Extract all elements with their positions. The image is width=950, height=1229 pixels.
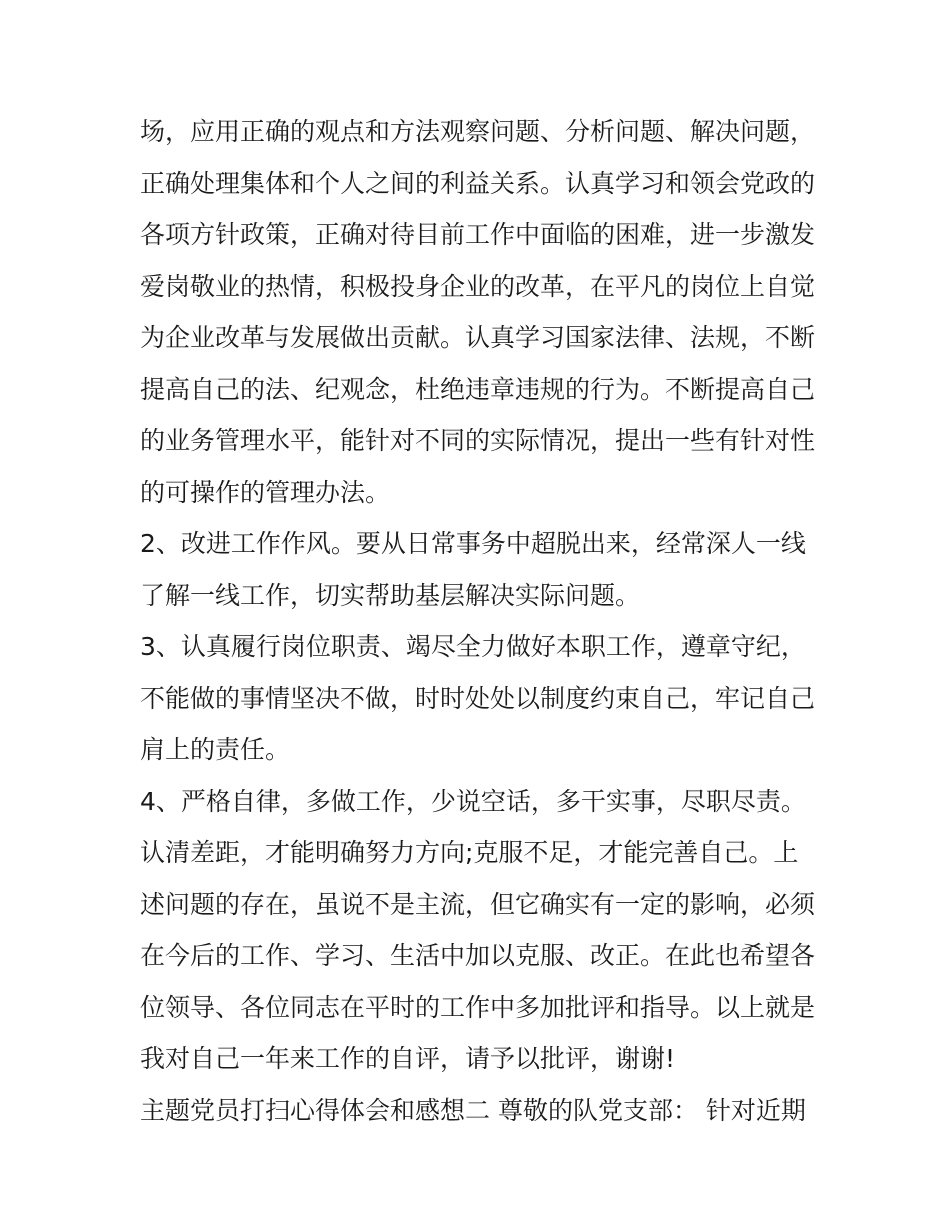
- text-line: 认清差距，才能明确努力方向;克服不足，才能完善自己。上: [140, 838, 799, 867]
- text-line: 我对自己一年来工作的自评，请予以批评，谢谢!: [140, 1044, 676, 1073]
- text-line: 的可操作的管理办法。: [140, 477, 391, 507]
- list-item-3-line: 3、认真履行岗位职责、竭尽全力做好本职工作，遵章守纪，: [140, 632, 806, 661]
- text-line: 爱岗敬业的热情，积极投身企业的改革，在平凡的岗位上自觉: [140, 271, 816, 301]
- section-heading-line: 主题党员打扫心得体会和感想二 尊敬的队党支部： 针对近期: [140, 1095, 806, 1125]
- text-line: 在今后的工作、学习、生活中加以克服、改正。在此也希望各: [140, 941, 816, 970]
- text-line: 提高自己的法、纪观念，杜绝违章违规的行为。不断提高自己: [140, 374, 816, 404]
- text-line: 场，应用正确的观点和方法观察问题、分析问题、解决问题，: [140, 117, 816, 146]
- text-line: 述问题的存在，虽说不是主流，但它确实有一定的影响，必须: [140, 889, 816, 919]
- text-line: 为企业改革与发展做出贡献。认真学习国家法律、法规，不断: [140, 323, 816, 352]
- text-line: 正确处理集体和个人之间的利益关系。认真学习和领会党政的: [140, 168, 816, 198]
- body-text: [140, 106, 820, 1136]
- text-line: 位领导、各位同志在平时的工作中多加批评和指导。以上就是: [140, 992, 816, 1022]
- text-line: 的业务管理水平，能针对不同的实际情况，提出一些有针对性: [140, 426, 816, 455]
- text-line: 不能做的事情坚决不做，时时处处以制度约束自己，牢记自己: [140, 683, 816, 713]
- list-item-2-line: 2、改进工作作风。要从日常事务中超脱出来，经常深人一线: [140, 529, 806, 558]
- text-line: 了解一线工作，切实帮助基层解决实际问题。: [140, 580, 641, 610]
- list-item-4-line: 4、严格自律，多做工作，少说空话，多干实事，尽职尽责。: [140, 786, 806, 816]
- text-line: 肩上的责任。: [140, 735, 291, 764]
- text-line: 各项方针政策，正确对待目前工作中面临的困难，进一步激发: [140, 220, 816, 249]
